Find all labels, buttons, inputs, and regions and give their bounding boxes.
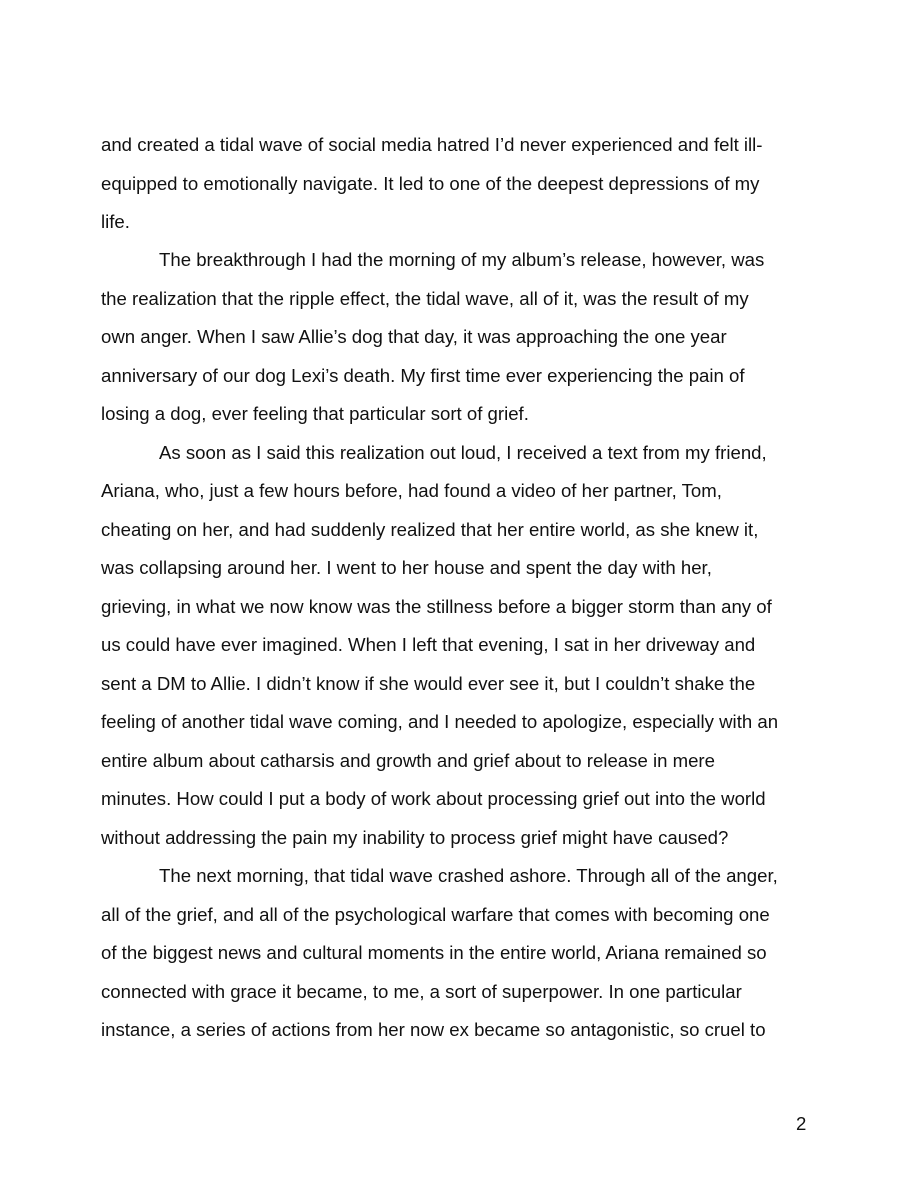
text-line: cheating on her, and had suddenly realized that her entire world, as she knew it,	[101, 519, 759, 540]
text-line: and created a tidal wave of social media hatred I’d never experienced and felt ill-	[101, 134, 763, 155]
text-line: feeling of another tidal wave coming, and I needed to apologize, especially with an	[101, 711, 779, 732]
paragraph-first-line: As soon as I said this realization out loud, I received a text from my friend,	[159, 442, 767, 463]
text-line: connected with grace it became, to me, a sort of superpower. In one particular	[101, 981, 742, 1002]
text-line: own anger. When I saw Allie’s dog that day, it was approaching the one year	[101, 326, 727, 347]
text-line: entire album about catharsis and growth and grief about to release in mere	[101, 750, 715, 771]
paragraph-first-line: The next morning, that tidal wave crashed ashore. Through all of the anger,	[159, 865, 778, 886]
text-line: Ariana, who, just a few hours before, had found a video of her partner, Tom,	[101, 480, 722, 501]
text-line: of the biggest news and cultural moments in the entire world, Ariana remained so	[101, 942, 767, 963]
paragraph-first-line: The breakthrough I had the morning of my album’s release, however, was	[159, 249, 765, 270]
text-line: the realization that the ripple effect, the tidal wave, all of it, was the result of my	[101, 288, 749, 309]
text-line: instance, a series of actions from her now ex became so antagonistic, so cruel to	[101, 1019, 766, 1040]
text-line: anniversary of our dog Lexi’s death. My first time ever experiencing the pain of	[101, 365, 745, 386]
text-line: sent a DM to Allie. I didn’t know if she would ever see it, but I couldn’t shake the	[101, 673, 756, 694]
text-line: all of the grief, and all of the psychological warfare that comes with becoming one	[101, 904, 770, 925]
text-line: was collapsing around her. I went to her house and spent the day with her,	[101, 557, 712, 578]
text-line: without addressing the pain my inability to process grief might have caused?	[101, 827, 729, 848]
text-line: losing a dog, ever feeling that particular sort of grief.	[101, 403, 529, 424]
text-line: minutes. How could I put a body of work about processing grief out into the world	[101, 788, 766, 809]
text-line: life.	[101, 211, 130, 232]
text-line: us could have ever imagined. When I left that evening, I sat in her driveway and	[101, 634, 756, 655]
text-line: grieving, in what we now know was the stillness before a bigger storm than any of	[101, 596, 772, 617]
page-number: 2	[796, 1113, 807, 1134]
text-line: equipped to emotionally navigate. It led to one of the deepest depressions of my	[101, 173, 760, 194]
